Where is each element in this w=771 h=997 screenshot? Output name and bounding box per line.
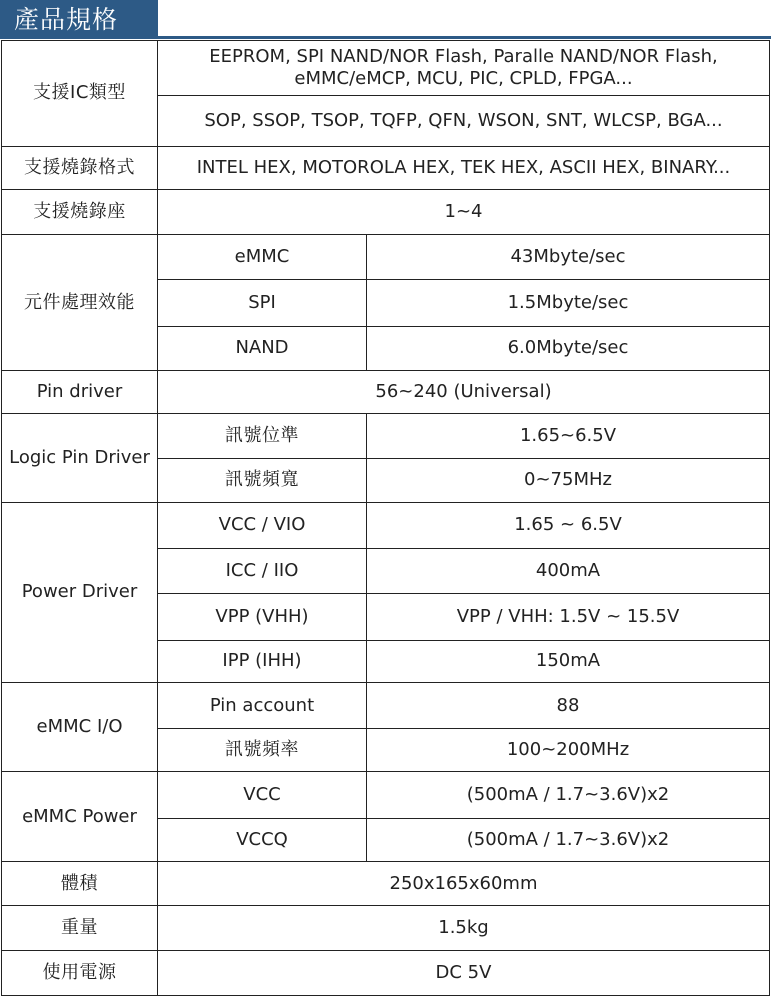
spec-row-ic bbox=[2, 41, 770, 96]
section-header bbox=[0, 0, 771, 39]
spec-row-volume bbox=[2, 862, 770, 906]
socket-value: 1~4 bbox=[158, 189, 770, 234]
pin-driver-label: Pin driver bbox=[2, 371, 158, 414]
perf-name: NAND bbox=[158, 326, 367, 370]
emmc-io-label: eMMC I/O bbox=[2, 682, 158, 772]
spec-row-pin-driver bbox=[2, 371, 770, 414]
spec-row-perf-emmc bbox=[2, 235, 770, 280]
logic-label: Logic Pin Driver bbox=[2, 414, 158, 503]
power-value: 1.65 ~ 6.5V bbox=[367, 502, 770, 548]
ic-types-value bbox=[158, 41, 770, 96]
emmc-power-value: (500mA / 1.7~3.6V)x2 bbox=[367, 772, 770, 818]
power-supply-value: DC 5V bbox=[158, 950, 770, 995]
spec-row-emmc-pins bbox=[2, 682, 770, 728]
pin-driver-value: 56~240 (Universal) bbox=[158, 371, 770, 414]
logic-name: 訊號位準 bbox=[158, 414, 367, 458]
power-name: VCC / VIO bbox=[158, 502, 367, 548]
socket-label: 支援燒錄座 bbox=[2, 189, 158, 234]
spec-row-power-vcc bbox=[2, 502, 770, 548]
volume-value: 250x165x60mm bbox=[158, 862, 770, 906]
logic-name: 訊號頻寬 bbox=[158, 458, 367, 502]
emmc-io-value: 88 bbox=[367, 682, 770, 728]
power-name: VPP (VHH) bbox=[158, 594, 367, 640]
volume-label: 體積 bbox=[2, 862, 158, 906]
perf-value: 6.0Mbyte/sec bbox=[367, 326, 770, 370]
perf-label: 元件處理效能 bbox=[2, 235, 158, 371]
weight-label: 重量 bbox=[2, 906, 158, 950]
spec-row-weight bbox=[2, 906, 770, 950]
ic-packages-value: SOP, SSOP, TSOP, TQFP, QFN, WSON, SNT, WLCSP, BGA... bbox=[158, 96, 770, 146]
header-rule bbox=[0, 36, 771, 39]
emmc-power-value: (500mA / 1.7~3.6V)x2 bbox=[367, 818, 770, 861]
spec-row-emmc-vcc bbox=[2, 772, 770, 818]
spec-row-power-supply bbox=[2, 950, 770, 995]
emmc-power-label: eMMC Power bbox=[2, 772, 158, 862]
logic-value: 0~75MHz bbox=[367, 458, 770, 502]
emmc-io-value: 100~200MHz bbox=[367, 729, 770, 772]
spec-row-logic-level bbox=[2, 414, 770, 458]
ic-types-line1: EEPROM, SPI NAND/NOR Flash, Paralle NAND/NOR Flash, bbox=[209, 46, 718, 68]
spec-row-format bbox=[2, 146, 770, 189]
weight-value: 1.5kg bbox=[158, 906, 770, 950]
power-name: ICC / IIO bbox=[158, 549, 367, 594]
perf-name: SPI bbox=[158, 280, 367, 326]
perf-value: 43Mbyte/sec bbox=[367, 235, 770, 280]
emmc-io-name: 訊號頻率 bbox=[158, 729, 367, 772]
ic-types-line2: eMMC/eMCP, MCU, PIC, CPLD, FPGA... bbox=[294, 68, 633, 90]
ic-label: 支援IC類型 bbox=[2, 41, 158, 147]
perf-name: eMMC bbox=[158, 235, 367, 280]
spec-table bbox=[1, 40, 770, 996]
power-label: Power Driver bbox=[2, 502, 158, 682]
format-label: 支援燒錄格式 bbox=[2, 146, 158, 189]
format-value: INTEL HEX, MOTOROLA HEX, TEK HEX, ASCII HEX, BINARY... bbox=[158, 146, 770, 189]
power-supply-label: 使用電源 bbox=[2, 950, 158, 995]
perf-value: 1.5Mbyte/sec bbox=[367, 280, 770, 326]
emmc-io-name: Pin account bbox=[158, 682, 367, 728]
section-title: 產品規格 bbox=[0, 0, 158, 39]
power-value: VPP / VHH: 1.5V ~ 15.5V bbox=[367, 594, 770, 640]
power-name: IPP (IHH) bbox=[158, 640, 367, 682]
spec-row-socket bbox=[2, 189, 770, 234]
power-value: 400mA bbox=[367, 549, 770, 594]
emmc-power-name: VCC bbox=[158, 772, 367, 818]
power-value: 150mA bbox=[367, 640, 770, 682]
logic-value: 1.65~6.5V bbox=[367, 414, 770, 458]
emmc-power-name: VCCQ bbox=[158, 818, 367, 861]
